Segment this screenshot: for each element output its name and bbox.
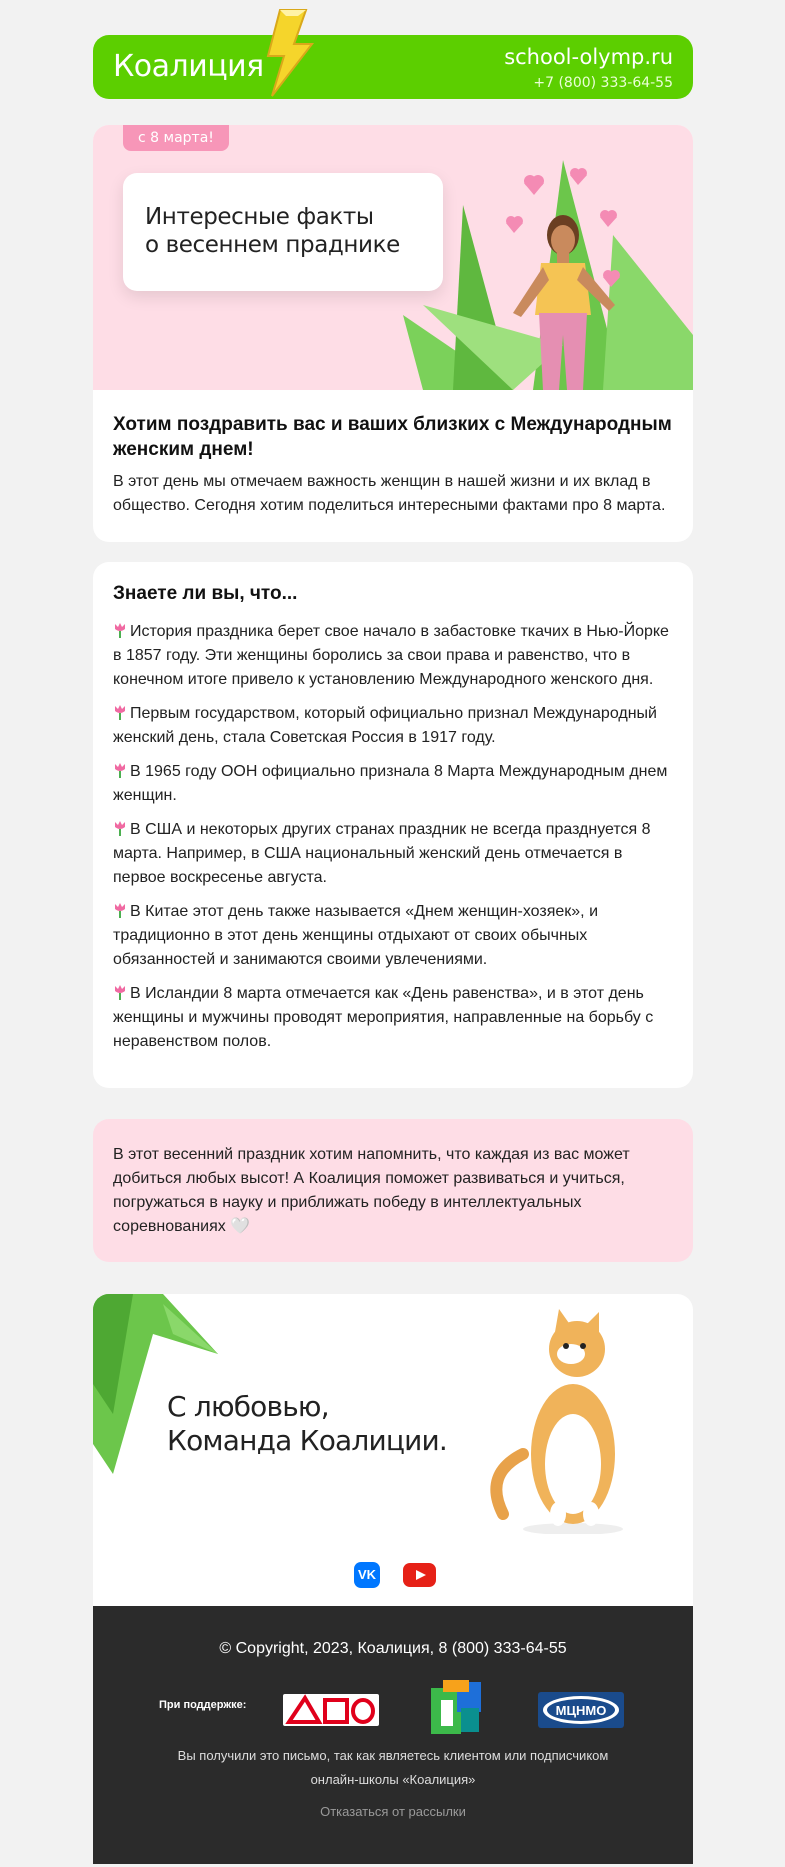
fact-item	[113, 818, 673, 890]
hero-banner	[93, 125, 693, 390]
tulip-icon	[113, 902, 127, 918]
hero-title-line1: Интересные факты	[145, 204, 374, 230]
fact-item	[113, 982, 673, 1054]
signoff-line1: С любовью,	[167, 1390, 329, 1423]
subscription-notice: Вы получили это письмо, так как являетесь клиентом или подписчиком онлайн-школы «Коалиция»	[177, 1748, 609, 1787]
fact-text: В Исландии 8 марта отмечается как «День равенства», и в этот день женщины и мужчины проводят мероприятия, направленные на борьбу с неравенством полов.	[113, 985, 654, 1050]
vk-icon[interactable]: VK	[354, 1562, 380, 1588]
footer	[93, 1606, 693, 1864]
brand-logo[interactable]: Коалиция	[113, 49, 264, 84]
closing-note-text: В этот весенний праздник хотим напомнить, что каждая из вас может добиться любых высот! А Коалиция поможет развиваться и учиться, погружаться в науку и приближать победу в интеллектуальных соревнованиях 🤍	[113, 1146, 630, 1235]
tulip-icon	[113, 820, 127, 836]
facts-title: Знаете ли вы, что...	[113, 583, 298, 604]
site-link[interactable]: school-olymp.ru	[504, 45, 673, 69]
fact-text: Первым государством, который официально признал Международный женский день, стала Советская Россия в 1917 году.	[113, 705, 657, 746]
closing-note	[93, 1119, 693, 1262]
youtube-icon[interactable]	[403, 1563, 436, 1587]
dpo-logo[interactable]	[281, 1690, 381, 1730]
woman-illustration	[363, 145, 693, 390]
fact-item	[113, 620, 673, 692]
fact-text: В 1965 году ООН официально признала 8 Марта Международным днем женщин.	[113, 763, 668, 804]
greeting-heading: Хотим поздравить вас и ваших близких с Международным женским днем!	[113, 414, 672, 460]
hero-card	[93, 125, 693, 542]
fact-text: История праздника берет свое начало в забастовке ткачих в Нью-Йорке в 1857 году. Эти женщины боролись за свои права и равенство, что в конечном итоге привело к установлению Международного женского дня.	[113, 623, 669, 688]
fact-item	[113, 702, 673, 750]
social-links	[93, 1562, 693, 1592]
signoff-card	[93, 1294, 693, 1606]
tulip-icon	[113, 984, 127, 1000]
cat-illustration	[473, 1304, 643, 1534]
greeting-text: В этот день мы отмечаем важность женщин в нашей жизни и их вклад в общество. Сегодня хотим поделиться интересными фактами про 8 марта.	[113, 473, 666, 514]
unsubscribe-link[interactable]: Отказаться от рассылки	[320, 1804, 466, 1819]
hero-title-line2: о весеннем праднике	[145, 232, 400, 258]
tulip-icon	[113, 622, 127, 638]
signoff-line2: Команда Коалиции.	[167, 1424, 448, 1457]
colorful-cube-logo[interactable]	[427, 1678, 485, 1738]
mccme-logo[interactable]	[538, 1690, 624, 1730]
header-phone[interactable]: +7 (800) 333-64-55	[533, 75, 673, 91]
fact-text: В США и некоторых других странах праздник не всегда празднуется 8 марта. Например, в США национальный женский день отмечается в первое воскресенье августа.	[113, 821, 651, 886]
date-badge: с 8 марта!	[123, 125, 229, 151]
support-label: При поддержке:	[159, 1699, 247, 1711]
fact-text: В Китае этот день также называется «Днем женщин-хозяек», и традиционно в этот день женщины отдыхают от своих обычных обязанностей и занимаются своими увлечениями.	[113, 903, 599, 968]
copyright: © Copyright, 2023, Коалиция, 8 (800) 333-64-55	[219, 1640, 567, 1657]
tulip-icon	[113, 762, 127, 778]
email-header	[93, 35, 693, 99]
facts-card	[93, 562, 693, 1088]
lightning-bolt-icon	[258, 8, 318, 98]
tulip-icon	[113, 704, 127, 720]
fact-item	[113, 760, 673, 808]
mccme-logo-text: МЦНМО	[555, 1703, 607, 1718]
fact-item	[113, 900, 673, 972]
